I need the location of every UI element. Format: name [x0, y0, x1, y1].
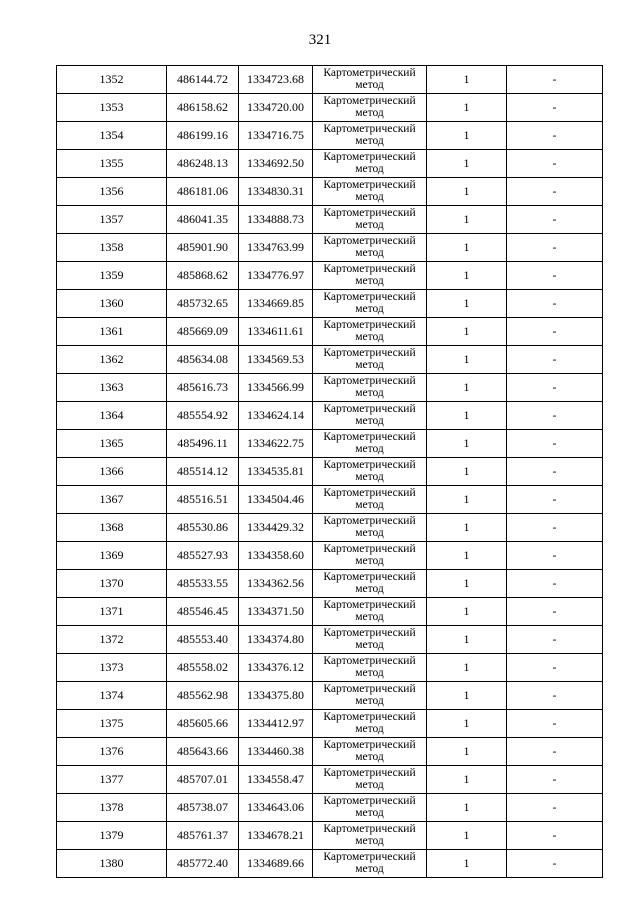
method-label-line: метод [355, 583, 384, 595]
x-coordinate-cell: 485616.73 [167, 374, 239, 402]
x-coordinate-cell: 486144.72 [167, 66, 239, 94]
method-label-line: Картометрический [323, 67, 416, 79]
method-label-line: метод [355, 303, 384, 315]
y-coordinate-cell: 1334830.31 [239, 178, 313, 206]
description-cell: - [507, 262, 603, 290]
table-row [57, 94, 603, 122]
table-row [57, 514, 603, 542]
method-label-line: метод [355, 219, 384, 231]
y-coordinate-cell: 1334678.21 [239, 822, 313, 850]
description-cell: - [507, 682, 603, 710]
method-cell [313, 822, 427, 850]
accuracy-cell: 1 [427, 850, 507, 878]
method-cell [313, 738, 427, 766]
y-coordinate-cell: 1334624.14 [239, 402, 313, 430]
table-row [57, 178, 603, 206]
method-label-line: Картометрический [323, 291, 416, 303]
x-coordinate-cell: 485761.37 [167, 822, 239, 850]
x-coordinate-cell: 485546.45 [167, 598, 239, 626]
table-row [57, 570, 603, 598]
method-label-line: метод [355, 107, 384, 119]
x-coordinate-cell: 485738.07 [167, 794, 239, 822]
method-label-line: Картометрический [323, 823, 416, 835]
y-coordinate-cell: 1334669.85 [239, 290, 313, 318]
method-cell [313, 794, 427, 822]
method-label-line: метод [355, 667, 384, 679]
point-number-cell: 1375 [57, 710, 167, 738]
y-coordinate-cell: 1334720.00 [239, 94, 313, 122]
x-coordinate-cell: 485533.55 [167, 570, 239, 598]
x-coordinate-cell: 485527.93 [167, 542, 239, 570]
point-number-cell: 1352 [57, 66, 167, 94]
table-row [57, 598, 603, 626]
point-number-cell: 1370 [57, 570, 167, 598]
method-label-line: метод [355, 751, 384, 763]
method-label-line: метод [355, 471, 384, 483]
y-coordinate-cell: 1334566.99 [239, 374, 313, 402]
accuracy-cell: 1 [427, 346, 507, 374]
method-label-line: метод [355, 611, 384, 623]
y-coordinate-cell: 1334412.97 [239, 710, 313, 738]
method-label-line: Картометрический [323, 683, 416, 695]
method-label-line: метод [355, 135, 384, 147]
method-label-line: Картометрический [323, 403, 416, 415]
method-label-line: метод [355, 415, 384, 427]
y-coordinate-cell: 1334371.50 [239, 598, 313, 626]
description-cell: - [507, 598, 603, 626]
accuracy-cell: 1 [427, 234, 507, 262]
x-coordinate-cell: 485669.09 [167, 318, 239, 346]
table-row [57, 822, 603, 850]
point-number-cell: 1379 [57, 822, 167, 850]
description-cell: - [507, 654, 603, 682]
method-cell [313, 374, 427, 402]
accuracy-cell: 1 [427, 94, 507, 122]
table-row [57, 682, 603, 710]
accuracy-cell: 1 [427, 430, 507, 458]
method-label-line: Картометрический [323, 767, 416, 779]
point-number-cell: 1362 [57, 346, 167, 374]
description-cell: - [507, 234, 603, 262]
accuracy-cell: 1 [427, 374, 507, 402]
x-coordinate-cell: 485707.01 [167, 766, 239, 794]
description-cell: - [507, 738, 603, 766]
method-label-line: Картометрический [323, 795, 416, 807]
point-number-cell: 1371 [57, 598, 167, 626]
accuracy-cell: 1 [427, 626, 507, 654]
description-cell: - [507, 290, 603, 318]
method-label-line: метод [355, 723, 384, 735]
coordinates-table [56, 65, 603, 878]
accuracy-cell: 1 [427, 598, 507, 626]
description-cell: - [507, 402, 603, 430]
point-number-cell: 1380 [57, 850, 167, 878]
table-row [57, 150, 603, 178]
method-label-line: метод [355, 555, 384, 567]
point-number-cell: 1373 [57, 654, 167, 682]
accuracy-cell: 1 [427, 570, 507, 598]
table-row [57, 290, 603, 318]
accuracy-cell: 1 [427, 458, 507, 486]
table-row [57, 66, 603, 94]
method-label-line: метод [355, 863, 384, 875]
method-cell [313, 486, 427, 514]
description-cell: - [507, 178, 603, 206]
table-row [57, 206, 603, 234]
y-coordinate-cell: 1334429.32 [239, 514, 313, 542]
accuracy-cell: 1 [427, 542, 507, 570]
y-coordinate-cell: 1334776.97 [239, 262, 313, 290]
description-cell: - [507, 206, 603, 234]
method-label-line: Картометрический [323, 207, 416, 219]
description-cell: - [507, 626, 603, 654]
point-number-cell: 1353 [57, 94, 167, 122]
method-label-line: Картометрический [323, 347, 416, 359]
point-number-cell: 1369 [57, 542, 167, 570]
accuracy-cell: 1 [427, 514, 507, 542]
method-label-line: Картометрический [323, 851, 416, 863]
method-label-line: метод [355, 807, 384, 819]
accuracy-cell: 1 [427, 402, 507, 430]
description-cell: - [507, 542, 603, 570]
method-cell [313, 206, 427, 234]
point-number-cell: 1356 [57, 178, 167, 206]
method-label-line: Картометрический [323, 515, 416, 527]
table-row [57, 374, 603, 402]
method-label-line: Картометрический [323, 459, 416, 471]
x-coordinate-cell: 485868.62 [167, 262, 239, 290]
description-cell: - [507, 458, 603, 486]
table-body [57, 66, 603, 878]
method-cell [313, 626, 427, 654]
method-label-line: Картометрический [323, 263, 416, 275]
point-number-cell: 1355 [57, 150, 167, 178]
description-cell: - [507, 710, 603, 738]
description-cell: - [507, 822, 603, 850]
description-cell: - [507, 346, 603, 374]
x-coordinate-cell: 485605.66 [167, 710, 239, 738]
y-coordinate-cell: 1334358.60 [239, 542, 313, 570]
table-row [57, 738, 603, 766]
method-cell [313, 850, 427, 878]
method-label-line: метод [355, 359, 384, 371]
x-coordinate-cell: 485634.08 [167, 346, 239, 374]
accuracy-cell: 1 [427, 318, 507, 346]
x-coordinate-cell: 485554.92 [167, 402, 239, 430]
description-cell: - [507, 150, 603, 178]
point-number-cell: 1378 [57, 794, 167, 822]
y-coordinate-cell: 1334460.38 [239, 738, 313, 766]
x-coordinate-cell: 485643.66 [167, 738, 239, 766]
description-cell: - [507, 850, 603, 878]
table-row [57, 234, 603, 262]
method-label-line: Картометрический [323, 655, 416, 667]
method-cell [313, 598, 427, 626]
y-coordinate-cell: 1334716.75 [239, 122, 313, 150]
point-number-cell: 1376 [57, 738, 167, 766]
table-row [57, 626, 603, 654]
description-cell: - [507, 94, 603, 122]
y-coordinate-cell: 1334888.73 [239, 206, 313, 234]
accuracy-cell: 1 [427, 654, 507, 682]
x-coordinate-cell: 486181.06 [167, 178, 239, 206]
method-label-line: метод [355, 639, 384, 651]
table-row [57, 766, 603, 794]
method-label-line: метод [355, 779, 384, 791]
method-cell [313, 402, 427, 430]
description-cell: - [507, 122, 603, 150]
page-number: 321 [308, 32, 332, 48]
table-row [57, 710, 603, 738]
point-number-cell: 1358 [57, 234, 167, 262]
accuracy-cell: 1 [427, 122, 507, 150]
y-coordinate-cell: 1334622.75 [239, 430, 313, 458]
method-label-line: Картометрический [323, 711, 416, 723]
x-coordinate-cell: 486041.35 [167, 206, 239, 234]
y-coordinate-cell: 1334535.81 [239, 458, 313, 486]
table-row [57, 402, 603, 430]
y-coordinate-cell: 1334362.56 [239, 570, 313, 598]
x-coordinate-cell: 485732.65 [167, 290, 239, 318]
y-coordinate-cell: 1334375.80 [239, 682, 313, 710]
point-number-cell: 1367 [57, 486, 167, 514]
method-label-line: Картометрический [323, 151, 416, 163]
method-label-line: Картометрический [323, 571, 416, 583]
description-cell: - [507, 486, 603, 514]
table-row [57, 122, 603, 150]
method-cell [313, 654, 427, 682]
method-cell [313, 682, 427, 710]
accuracy-cell: 1 [427, 486, 507, 514]
method-label-line: метод [355, 275, 384, 287]
method-label-line: Картометрический [323, 179, 416, 191]
method-label-line: метод [355, 443, 384, 455]
point-number-cell: 1364 [57, 402, 167, 430]
accuracy-cell: 1 [427, 682, 507, 710]
y-coordinate-cell: 1334374.80 [239, 626, 313, 654]
method-cell [313, 318, 427, 346]
y-coordinate-cell: 1334763.99 [239, 234, 313, 262]
method-label-line: Картометрический [323, 739, 416, 751]
method-label-line: Картометрический [323, 319, 416, 331]
point-number-cell: 1357 [57, 206, 167, 234]
x-coordinate-cell: 486248.13 [167, 150, 239, 178]
x-coordinate-cell: 485562.98 [167, 682, 239, 710]
accuracy-cell: 1 [427, 290, 507, 318]
method-label-line: метод [355, 499, 384, 511]
x-coordinate-cell: 485558.02 [167, 654, 239, 682]
method-cell [313, 542, 427, 570]
method-cell [313, 710, 427, 738]
method-label-line: метод [355, 331, 384, 343]
point-number-cell: 1374 [57, 682, 167, 710]
x-coordinate-cell: 485553.40 [167, 626, 239, 654]
table-row [57, 486, 603, 514]
accuracy-cell: 1 [427, 710, 507, 738]
method-label-line: метод [355, 695, 384, 707]
table-row [57, 654, 603, 682]
y-coordinate-cell: 1334723.68 [239, 66, 313, 94]
method-label-line: Картометрический [323, 599, 416, 611]
accuracy-cell: 1 [427, 178, 507, 206]
method-label-line: Картометрический [323, 487, 416, 499]
description-cell: - [507, 570, 603, 598]
method-cell [313, 122, 427, 150]
description-cell: - [507, 794, 603, 822]
method-label-line: метод [355, 387, 384, 399]
x-coordinate-cell: 485901.90 [167, 234, 239, 262]
y-coordinate-cell: 1334376.12 [239, 654, 313, 682]
point-number-cell: 1359 [57, 262, 167, 290]
method-label-line: Картометрический [323, 431, 416, 443]
point-number-cell: 1360 [57, 290, 167, 318]
method-cell [313, 766, 427, 794]
accuracy-cell: 1 [427, 66, 507, 94]
accuracy-cell: 1 [427, 822, 507, 850]
accuracy-cell: 1 [427, 738, 507, 766]
y-coordinate-cell: 1334504.46 [239, 486, 313, 514]
point-number-cell: 1377 [57, 766, 167, 794]
method-cell [313, 570, 427, 598]
point-number-cell: 1361 [57, 318, 167, 346]
description-cell: - [507, 318, 603, 346]
table-row [57, 458, 603, 486]
table-row [57, 318, 603, 346]
method-label-line: Картометрический [323, 543, 416, 555]
method-label-line: метод [355, 191, 384, 203]
x-coordinate-cell: 486199.16 [167, 122, 239, 150]
x-coordinate-cell: 485772.40 [167, 850, 239, 878]
y-coordinate-cell: 1334558.47 [239, 766, 313, 794]
accuracy-cell: 1 [427, 206, 507, 234]
method-cell [313, 262, 427, 290]
method-cell [313, 514, 427, 542]
method-cell [313, 458, 427, 486]
method-label-line: метод [355, 247, 384, 259]
method-label-line: Картометрический [323, 95, 416, 107]
description-cell: - [507, 430, 603, 458]
table-row [57, 794, 603, 822]
method-cell [313, 234, 427, 262]
method-label-line: метод [355, 835, 384, 847]
point-number-cell: 1363 [57, 374, 167, 402]
table-row [57, 262, 603, 290]
point-number-cell: 1368 [57, 514, 167, 542]
method-label-line: метод [355, 79, 384, 91]
method-cell [313, 430, 427, 458]
y-coordinate-cell: 1334569.53 [239, 346, 313, 374]
y-coordinate-cell: 1334692.50 [239, 150, 313, 178]
x-coordinate-cell: 486158.62 [167, 94, 239, 122]
method-cell [313, 290, 427, 318]
method-label-line: Картометрический [323, 235, 416, 247]
method-cell [313, 66, 427, 94]
table-row [57, 430, 603, 458]
method-cell [313, 346, 427, 374]
y-coordinate-cell: 1334611.61 [239, 318, 313, 346]
x-coordinate-cell: 485496.11 [167, 430, 239, 458]
point-number-cell: 1365 [57, 430, 167, 458]
method-label-line: Картометрический [323, 627, 416, 639]
table-row [57, 346, 603, 374]
y-coordinate-cell: 1334643.06 [239, 794, 313, 822]
method-cell [313, 150, 427, 178]
point-number-cell: 1366 [57, 458, 167, 486]
method-cell [313, 178, 427, 206]
x-coordinate-cell: 485516.51 [167, 486, 239, 514]
accuracy-cell: 1 [427, 150, 507, 178]
description-cell: - [507, 66, 603, 94]
y-coordinate-cell: 1334689.66 [239, 850, 313, 878]
accuracy-cell: 1 [427, 794, 507, 822]
table-row [57, 542, 603, 570]
description-cell: - [507, 766, 603, 794]
method-label-line: метод [355, 163, 384, 175]
accuracy-cell: 1 [427, 766, 507, 794]
description-cell: - [507, 514, 603, 542]
point-number-cell: 1372 [57, 626, 167, 654]
description-cell: - [507, 374, 603, 402]
x-coordinate-cell: 485530.86 [167, 514, 239, 542]
method-label-line: Картометрический [323, 375, 416, 387]
accuracy-cell: 1 [427, 262, 507, 290]
method-cell [313, 94, 427, 122]
x-coordinate-cell: 485514.12 [167, 458, 239, 486]
point-number-cell: 1354 [57, 122, 167, 150]
table-row [57, 850, 603, 878]
method-label-line: Картометрический [323, 123, 416, 135]
method-label-line: метод [355, 527, 384, 539]
